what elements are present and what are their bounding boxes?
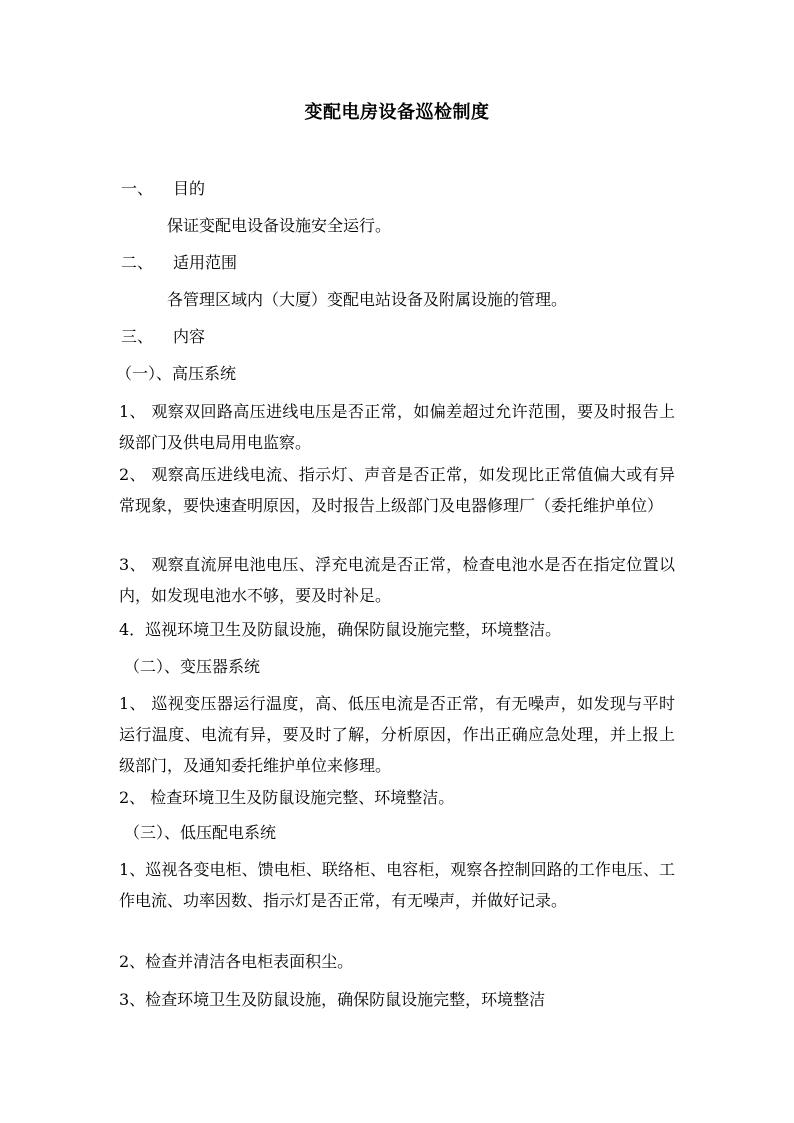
section-heading-purpose xyxy=(121,176,205,202)
subsection-heading-high-voltage: （一）、高压系统 xyxy=(116,364,237,383)
section-title: 适用范围 xyxy=(173,253,238,272)
list-item: 1、巡视各变电柜、馈电柜、联络柜、电容柜，观察各控制回路的工作电压、工作电流、功率因数、指示灯是否正常，有无噪声，并做好记录。 xyxy=(119,860,675,910)
section-body-scope: 各管理区域内（大厦）变配电站设备及附属设施的管理。 xyxy=(167,290,568,309)
section-title: 内容 xyxy=(173,327,206,346)
list-item: 2、检查并清洁各电柜表面积尘。 xyxy=(119,952,354,971)
subsection-heading-low-voltage: （三）、低压配电系统 xyxy=(124,823,277,842)
document-title: 变配电房设备巡检制度 xyxy=(304,102,490,123)
section-heading-content xyxy=(121,324,205,350)
section-heading-scope xyxy=(121,250,237,276)
list-item: 1、 观察双回路高压进线电压是否正常，如偏差超过允许范围，要及时报告上级部门及供电局用电监察。 xyxy=(119,402,675,452)
section-number: 三、 xyxy=(121,327,154,346)
list-item: 2、 观察高压进线电流、指示灯、声音是否正常，如发现比正常值偏大或有异常现象，要快速查明原因，及时报告上级部门及电器修理厂（委托维护单位） xyxy=(119,465,675,515)
section-number: 一、 xyxy=(121,179,154,198)
section-body-purpose: 保证变配电设备设施安全运行。 xyxy=(167,216,392,235)
section-title: 目的 xyxy=(173,179,206,198)
list-item: 3、 观察直流屏电池电压、浮充电流是否正常，检查电池水是否在指定位置以内，如发现电池水不够，要及时补足。 xyxy=(119,555,675,605)
section-number: 二、 xyxy=(121,253,154,272)
list-item: 2、 检查环境卫生及防鼠设施完整、环境整洁。 xyxy=(119,788,455,807)
list-item: 1、 巡视变压器运行温度，高、低压电流是否正常，有无噪声，如发现与平时运行温度、电流有异，要及时了解，分析原因，作出正确应急处理，并上报上级部门，及通知委托维护单位来修理。 xyxy=(119,694,675,775)
subsection-heading-transformer: （二）、变压器系统 xyxy=(124,657,261,676)
list-item: 4．巡视环境卫生及防鼠设施，确保防鼠设施完整，环境整洁。 xyxy=(119,620,562,639)
list-item: 3、检查环境卫生及防鼠设施，确保防鼠设施完整，环境整洁 xyxy=(119,990,546,1009)
